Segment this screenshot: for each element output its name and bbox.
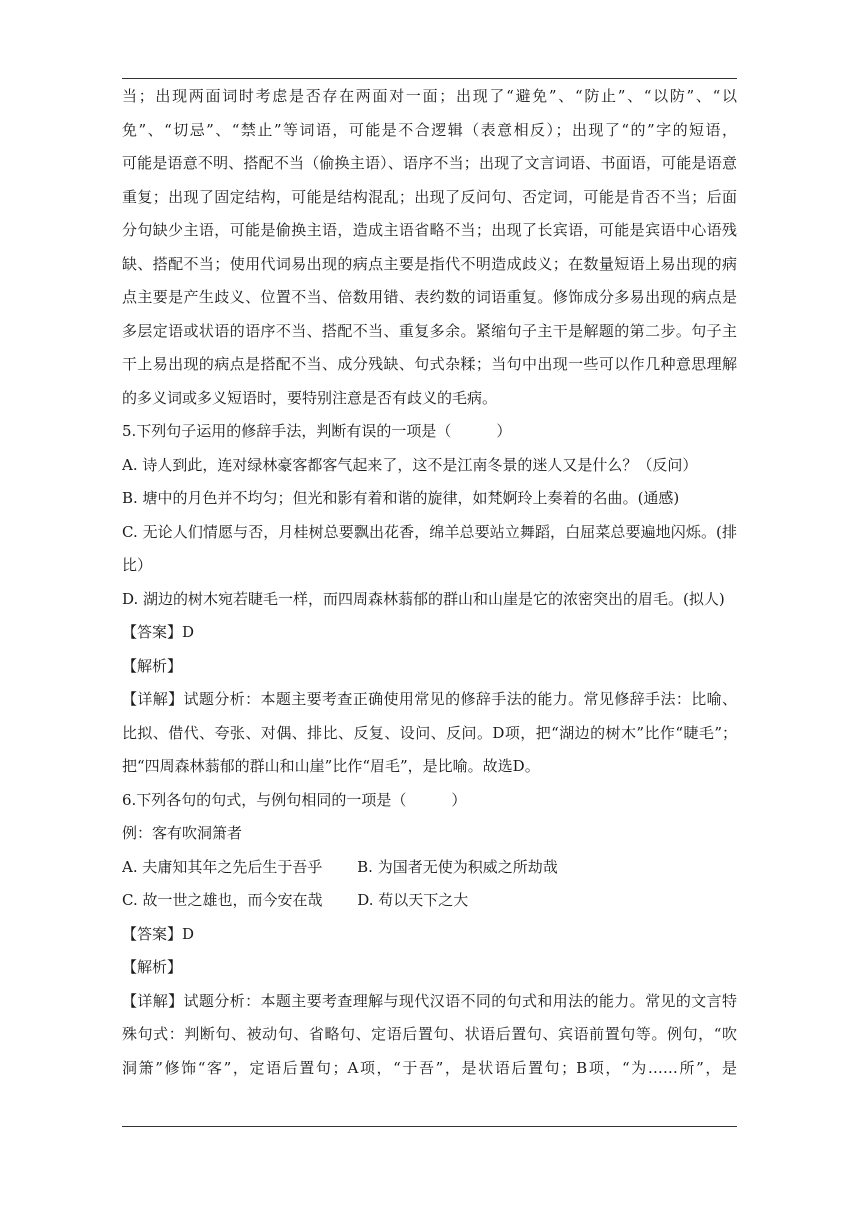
options-c-d: C. 故一世之雄也，而今安在哉 D. 苟以天下之大 [122, 891, 469, 909]
text-line: 的多义词或多义短语时，要特别注意是否有歧义的毛病。 [122, 388, 498, 407]
text-line: 分句缺少主语，可能是偷换主语，造成主语省略不当；出现了长宾语，可能是宾语中心语残 [122, 221, 737, 239]
option-b: B. 塘中的月色并不均匀；但光和影有着和谐的旋律，如梵婀玲上奏着的名曲。(通感) [122, 489, 680, 507]
header-rule [122, 78, 737, 79]
text-line: 重复；出现了固定结构，可能是结构混乱；出现了反问句、否定词，可能是肯否不当；后面 [122, 187, 737, 206]
option-c-continued: 比） [122, 556, 153, 574]
document-body [122, 80, 737, 1085]
question-6-stem: 6.下列各句的句式，与例句相同的一项是（ ） [122, 790, 467, 809]
text-line: 多层定语或状语的语序不当、搭配不当、重复多余。紧缩句子主干是解题的第二步。句子主 [122, 321, 737, 340]
explanation-line: 比拟、借代、夸张、对偶、排比、反复、设问、反问。D项，把“湖边的树木”比作“睫毛”； [122, 723, 737, 742]
text-line: 可能是语意不明、搭配不当（偷换主语）、语序不当；出现了文言词语、书面语，可能是语意 [122, 154, 737, 172]
explanation-line: 【详解】试题分析：本题主要考查理解与现代汉语不同的句式和用法的能力。常见的文言特 [122, 991, 737, 1010]
options-a-b: A. 夫庸知其年之先后生于吾乎 B. 为国者无使为积威之所劫哉 [122, 857, 558, 876]
explanation-line: 殊句式：判断句、被动句、省略句、定语后置句、状语后置句、宾语前置句等。例句，“吹 [122, 1025, 737, 1043]
explanation-line: 把“四周森林蓊郁的群山和山崖”比作“眉毛”，是比喻。故选D。 [122, 757, 540, 775]
text-line: 缺、搭配不当；使用代词易出现的病点主要是指代不明造成歧义；在数量短语上易出现的病 [122, 254, 737, 273]
option-c: C. 无论人们情愿与否，月桂树总要飘出花香，绵羊总要站立舞蹈，白屈菜总要遍地闪烁。(排 [122, 522, 737, 541]
text-line: 当；出现两面词时考虑是否存在两面对一面；出现了“避免”、“防止”、“以防”、“以 [122, 87, 737, 105]
analysis-label: 【解析】 [122, 958, 183, 976]
example-sentence: 例：客有吹洞箫者 [122, 824, 243, 842]
text-line: 免”、“切忌”、“禁止”等词语，可能是不合逻辑（表意相反）；出现了“的”字的短语， [122, 120, 737, 139]
analysis-label: 【解析】 [122, 656, 183, 675]
explanation-line: 【详解】试题分析：本题主要考查正确使用常见的修辞手法的能力。常见修辞手法：比喻、 [122, 690, 737, 708]
text-line: 点主要是产生歧义、位置不当、倍数用错、表约数的词语重复。修饰成分多易出现的病点是 [122, 288, 737, 306]
footer-rule [122, 1126, 737, 1127]
text-line: 干上易出现的病点是搭配不当、成分残缺、句式杂糅；当句中出现一些可以作几种意思理解 [122, 355, 737, 373]
option-a: A. 诗人到此，连对绿林豪客都客气起来了，这不是江南冬景的迷人又是什么？（反问） [122, 455, 698, 474]
question-5-stem: 5.下列句子运用的修辞手法，判断有误的一项是（ ） [122, 422, 512, 440]
option-d: D. 湖边的树木宛若睫毛一样，而四周森林蓊郁的群山和山崖是它的浓密突出的眉毛。(拟人) [122, 589, 725, 608]
answer-label: 【答案】D [122, 924, 195, 943]
explanation-line: 洞箫”修饰“客”，定语后置句；A项，“于吾”，是状语后置句；B项，“为……所”，是 [122, 1058, 737, 1077]
answer-label: 【答案】D [122, 623, 195, 641]
